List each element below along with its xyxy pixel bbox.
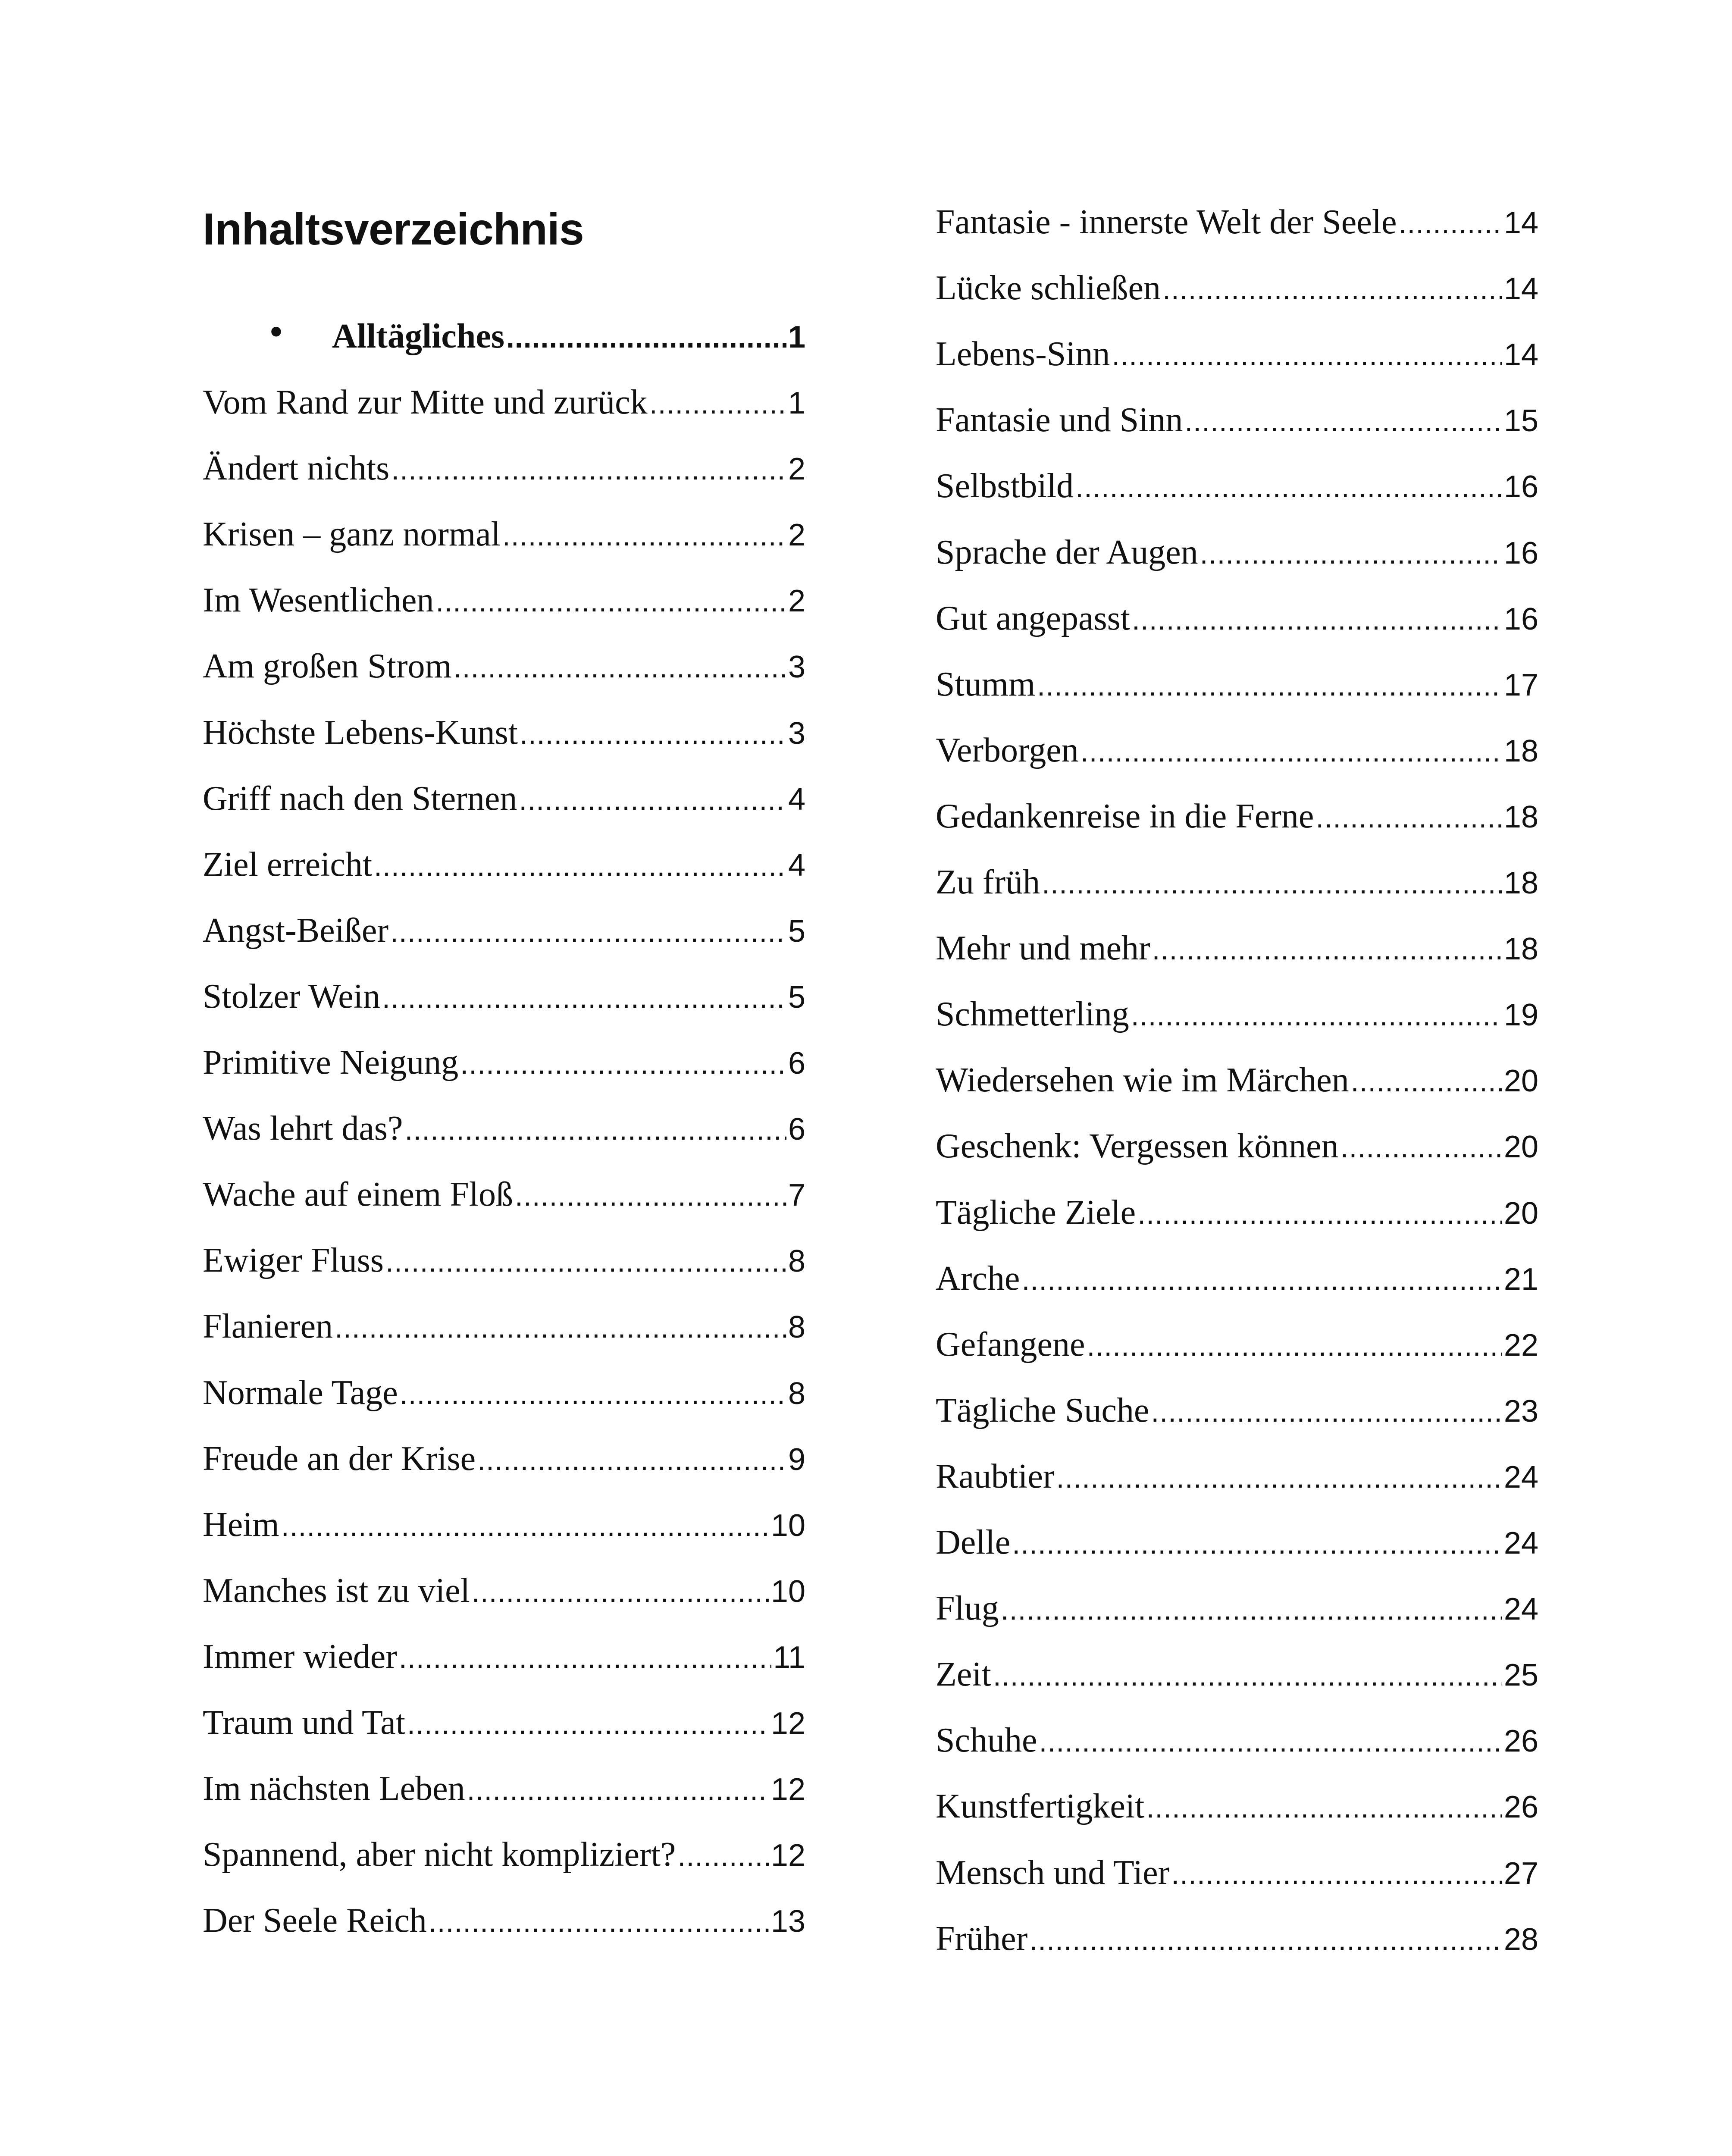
- toc-entry-page: 14: [1503, 272, 1538, 307]
- toc-entry[interactable]: [936, 1193, 1538, 1241]
- dot-leader: [1029, 1923, 1502, 1957]
- toc-entry-title: Arche: [936, 1259, 1020, 1297]
- toc-entry-page: 20: [1503, 1130, 1538, 1165]
- toc-entry[interactable]: [936, 1787, 1538, 1834]
- toc-entry[interactable]: [203, 1175, 805, 1222]
- toc-entry-title: Primitive Neigung: [203, 1044, 459, 1081]
- toc-entry[interactable]: [203, 713, 805, 761]
- dot-leader: [515, 1179, 786, 1213]
- toc-entry-title: Mehr und mehr: [936, 929, 1150, 968]
- dot-leader: [467, 1773, 769, 1807]
- dot-leader: [1037, 669, 1502, 702]
- toc-entry-page: 3: [788, 716, 805, 751]
- toc-entry[interactable]: [936, 1391, 1538, 1438]
- toc-entry-page: 4: [788, 782, 805, 817]
- toc-entry-page: 16: [1503, 470, 1538, 505]
- toc-entry-page: 2: [788, 584, 805, 619]
- toc-entry[interactable]: [936, 1457, 1538, 1504]
- toc-entry-title: Tägliche Suche: [936, 1391, 1149, 1429]
- toc-entry-title: Fantasie und Sinn: [936, 401, 1183, 439]
- toc-entry-page: 26: [1503, 1724, 1538, 1759]
- dot-leader: [1200, 537, 1502, 570]
- toc-entry-page: 2: [788, 518, 805, 553]
- toc-entry-title: Flug: [936, 1589, 999, 1628]
- toc-entry-title: Immer wieder: [203, 1637, 397, 1676]
- toc-entry[interactable]: [203, 1109, 805, 1156]
- toc-entry[interactable]: [936, 269, 1538, 316]
- toc-entry-page: 5: [788, 914, 805, 949]
- toc-entry-title: Normale Tage: [203, 1373, 398, 1412]
- toc-entry-page: 18: [1503, 799, 1538, 834]
- toc-entry-page: 18: [1503, 866, 1538, 900]
- toc-entry-page: 10: [770, 1508, 805, 1543]
- toc-entry[interactable]: [936, 797, 1538, 844]
- dot-leader: [1315, 801, 1502, 834]
- toc-entry-title: Traum und Tat: [203, 1704, 405, 1742]
- dot-leader: [993, 1659, 1502, 1692]
- toc-entry-title: Ziel erreicht: [203, 845, 373, 884]
- toc-entry[interactable]: [203, 383, 805, 430]
- toc-entry[interactable]: [936, 1919, 1538, 1967]
- page-title: Inhaltsverzeichnis: [203, 204, 584, 254]
- dot-leader: [649, 387, 786, 420]
- toc-entry-title: Im nächsten Leben: [203, 1770, 465, 1808]
- dot-leader: [405, 1113, 786, 1147]
- toc-entry-page: 14: [1503, 338, 1538, 373]
- toc-entry-title: Lebens-Sinn: [936, 335, 1110, 373]
- toc-entry-page: 8: [788, 1376, 805, 1411]
- dot-leader: [1146, 1791, 1502, 1824]
- dot-leader: [1081, 735, 1502, 768]
- dot-leader: [1162, 273, 1502, 306]
- toc-section-title: Alltägliches: [332, 317, 504, 355]
- toc-entry[interactable]: [203, 911, 805, 959]
- toc-entry-title: Zu früh: [936, 863, 1040, 901]
- dot-leader: [1184, 404, 1502, 438]
- dot-leader: [1056, 1461, 1502, 1495]
- toc-entry[interactable]: [203, 1835, 805, 1883]
- dot-leader: [374, 849, 786, 883]
- toc-entry-page: 4: [788, 848, 805, 883]
- toc-entry-title: Der Seele Reich: [203, 1902, 427, 1940]
- toc-entry-page: 26: [1503, 1790, 1538, 1825]
- toc-entry[interactable]: [203, 1901, 805, 1949]
- toc-entry[interactable]: [936, 401, 1538, 448]
- toc-entry-page: 19: [1503, 998, 1538, 1033]
- toc-section-heading[interactable]: [203, 317, 805, 364]
- dot-leader: [1152, 933, 1502, 966]
- toc-entry[interactable]: [203, 1571, 805, 1619]
- toc-entry-title: Mensch und Tier: [936, 1853, 1170, 1892]
- toc-entry-page: 24: [1503, 1526, 1538, 1561]
- toc-entry-title: Freude an der Krise: [203, 1439, 476, 1478]
- toc-entry[interactable]: [936, 1061, 1538, 1108]
- toc-entry-page: 18: [1503, 932, 1538, 967]
- dot-leader: [1131, 999, 1502, 1032]
- toc-entry[interactable]: [936, 467, 1538, 514]
- toc-entry-page: 6: [788, 1046, 805, 1081]
- toc-entry[interactable]: [936, 1721, 1538, 1768]
- toc-entry-page: 12: [770, 1838, 805, 1873]
- toc-entry[interactable]: [203, 581, 805, 628]
- toc-entry[interactable]: [203, 1373, 805, 1421]
- toc-entry-page: 3: [788, 650, 805, 685]
- toc-entry-title: Ewiger Fluss: [203, 1241, 384, 1280]
- dot-leader: [1171, 1857, 1502, 1891]
- toc-entry-page: 21: [1503, 1262, 1538, 1297]
- toc-entry-page: 25: [1503, 1658, 1538, 1693]
- toc-entry-page: 23: [1503, 1394, 1538, 1429]
- toc-entry-title: Zeit: [936, 1655, 991, 1694]
- toc-entry-page: 12: [770, 1706, 805, 1741]
- dot-leader: [454, 651, 786, 684]
- toc-entry-page: 20: [1503, 1196, 1538, 1231]
- toc-entry[interactable]: [203, 1043, 805, 1091]
- toc-entry-page: 1: [788, 386, 805, 420]
- dot-leader: [391, 453, 786, 486]
- toc-entry-page: 17: [1503, 667, 1538, 702]
- dot-leader: [1075, 470, 1502, 504]
- toc-entry[interactable]: [936, 665, 1538, 712]
- dot-leader: [1087, 1329, 1502, 1363]
- dot-leader: [1042, 867, 1502, 900]
- toc-entry[interactable]: [936, 995, 1538, 1042]
- toc-entry[interactable]: [936, 1853, 1538, 1901]
- toc-entry[interactable]: [203, 1703, 805, 1751]
- toc-entry-title: Tägliche Ziele: [936, 1193, 1136, 1232]
- toc-entry[interactable]: [203, 1241, 805, 1288]
- dot-leader: [506, 321, 786, 354]
- dot-leader: [1351, 1065, 1502, 1098]
- dot-leader: [1021, 1263, 1502, 1297]
- dot-leader: [429, 1905, 769, 1939]
- toc-entry-title: Verborgen: [936, 731, 1079, 769]
- toc-section-page: 1: [788, 320, 805, 354]
- toc-entry-title: Gut angepasst: [936, 599, 1131, 637]
- toc-entry[interactable]: [203, 515, 805, 562]
- dot-leader: [390, 915, 786, 949]
- toc-entry-page: 28: [1503, 1922, 1538, 1957]
- dot-leader: [1112, 338, 1502, 372]
- toc-entry[interactable]: [936, 929, 1538, 976]
- dot-leader: [399, 1641, 771, 1675]
- toc-entry-title: Manches ist zu viel: [203, 1571, 470, 1610]
- toc-entry-page: 8: [788, 1310, 805, 1345]
- toc-entry-title: Gedankenreise in die Ferne: [936, 797, 1314, 835]
- toc-entry-page: 12: [770, 1772, 805, 1807]
- toc-entry-title: Spannend, aber nicht kompliziert?: [203, 1836, 676, 1874]
- toc-entry-title: Kunstfertigkeit: [936, 1787, 1145, 1826]
- dot-leader: [281, 1509, 769, 1543]
- toc-entry-title: Geschenk: Vergessen können: [936, 1127, 1339, 1166]
- toc-entry[interactable]: [936, 1259, 1538, 1307]
- dot-leader: [1039, 1725, 1502, 1758]
- toc-entry[interactable]: [936, 335, 1538, 382]
- toc-entry[interactable]: [203, 1307, 805, 1354]
- toc-entry[interactable]: [936, 203, 1538, 250]
- toc-entry-title: Am großen Strom: [203, 647, 452, 686]
- bullet-icon: •: [267, 317, 285, 349]
- toc-entry-title: Schuhe: [936, 1721, 1037, 1760]
- toc-entry-title: Im Wesentlichen: [203, 581, 434, 620]
- toc-entry-title: Früher: [936, 1919, 1028, 1958]
- dot-leader: [335, 1311, 786, 1344]
- toc-entry[interactable]: [936, 1655, 1538, 1702]
- dot-leader: [400, 1377, 786, 1411]
- dot-leader: [472, 1575, 769, 1609]
- toc-entry-title: Ändert nichts: [203, 449, 390, 488]
- toc-entry[interactable]: [203, 1439, 805, 1487]
- toc-entry[interactable]: [203, 647, 805, 694]
- dot-leader: [382, 981, 786, 1015]
- toc-entry-title: Selbstbild: [936, 467, 1074, 505]
- toc-entry-page: 22: [1503, 1328, 1538, 1363]
- toc-entry-title: Höchste Lebens-Kunst: [203, 713, 518, 752]
- toc-entry-page: 9: [788, 1442, 805, 1477]
- toc-entry-page: 20: [1503, 1064, 1538, 1099]
- dot-leader: [1340, 1131, 1502, 1164]
- toc-entry-page: 10: [770, 1574, 805, 1609]
- toc-entry-title: Delle: [936, 1523, 1011, 1561]
- toc-entry-page: 16: [1503, 602, 1538, 636]
- toc-entry-page: 2: [788, 452, 805, 487]
- toc-entry-title: Krisen – ganz normal: [203, 515, 501, 554]
- toc-entry-page: 13: [770, 1904, 805, 1939]
- dot-leader: [477, 1443, 786, 1477]
- toc-entry-title: Wiedersehen wie im Märchen: [936, 1061, 1349, 1100]
- toc-entry-title: Stumm: [936, 665, 1036, 703]
- dot-leader: [435, 585, 786, 618]
- toc-entry-title: Heim: [203, 1505, 279, 1544]
- toc-entry-page: 24: [1503, 1460, 1538, 1495]
- toc-entry-page: 7: [788, 1178, 805, 1213]
- toc-entry[interactable]: [936, 1127, 1538, 1174]
- toc-entry-title: Griff nach den Sternen: [203, 779, 517, 818]
- toc-entry-title: Wache auf einem Floß: [203, 1175, 513, 1214]
- dot-leader: [520, 717, 786, 751]
- toc-entry[interactable]: [936, 1523, 1538, 1570]
- dot-leader: [677, 1839, 769, 1873]
- dot-leader: [1137, 1197, 1502, 1231]
- toc-entry[interactable]: [203, 1769, 805, 1817]
- toc-entry[interactable]: [936, 533, 1538, 580]
- toc-entry-page: 27: [1503, 1856, 1538, 1891]
- toc-entry[interactable]: [203, 779, 805, 827]
- toc-entry-title: Fantasie - innerste Welt der Seele: [936, 203, 1397, 241]
- toc-entry[interactable]: [203, 845, 805, 893]
- toc-entry[interactable]: [936, 1325, 1538, 1373]
- toc-entry[interactable]: [203, 977, 805, 1025]
- dot-leader: [1012, 1527, 1502, 1561]
- toc-entry-title: Flanieren: [203, 1307, 333, 1346]
- dot-leader: [1151, 1395, 1502, 1429]
- dot-leader: [460, 1047, 786, 1081]
- dot-leader: [385, 1245, 786, 1279]
- toc-entry-page: 18: [1503, 733, 1538, 768]
- toc-entry-page: 15: [1503, 404, 1538, 439]
- toc-entry-title: Was lehrt das?: [203, 1109, 403, 1148]
- dot-leader: [1001, 1593, 1502, 1626]
- toc-entry-title: Raubtier: [936, 1457, 1055, 1495]
- toc-entry-page: 24: [1503, 1592, 1538, 1627]
- toc-entry-page: 16: [1503, 536, 1538, 570]
- toc-entry-page: 14: [1503, 206, 1538, 240]
- toc-entry-page: 8: [788, 1244, 805, 1279]
- dot-leader: [502, 519, 786, 552]
- toc-entry-page: 5: [788, 980, 805, 1015]
- toc-entry[interactable]: [936, 863, 1538, 910]
- dot-leader: [407, 1707, 769, 1741]
- toc-entry-title: Schmetterling: [936, 995, 1129, 1034]
- toc-entry-title: Lücke schließen: [936, 269, 1161, 307]
- toc-entry[interactable]: [203, 1505, 805, 1553]
- toc-entry[interactable]: [203, 449, 805, 496]
- toc-entry-page: 6: [788, 1112, 805, 1147]
- toc-entry[interactable]: [936, 731, 1538, 778]
- dot-leader: [1132, 603, 1502, 636]
- dot-leader: [519, 783, 786, 817]
- toc-entry-title: Stolzer Wein: [203, 977, 380, 1015]
- toc-entry-page: 11: [773, 1640, 805, 1675]
- toc-entry[interactable]: [203, 1637, 805, 1685]
- toc-entry[interactable]: [936, 599, 1538, 646]
- toc-entry[interactable]: [936, 1589, 1538, 1636]
- dot-leader: [1399, 207, 1502, 240]
- toc-entry-title: Angst-Beißer: [203, 911, 389, 950]
- toc-entry-title: Gefangene: [936, 1325, 1085, 1363]
- toc-entry-title: Vom Rand zur Mitte und zurück: [203, 383, 648, 421]
- toc-entry-title: Sprache der Augen: [936, 533, 1198, 571]
